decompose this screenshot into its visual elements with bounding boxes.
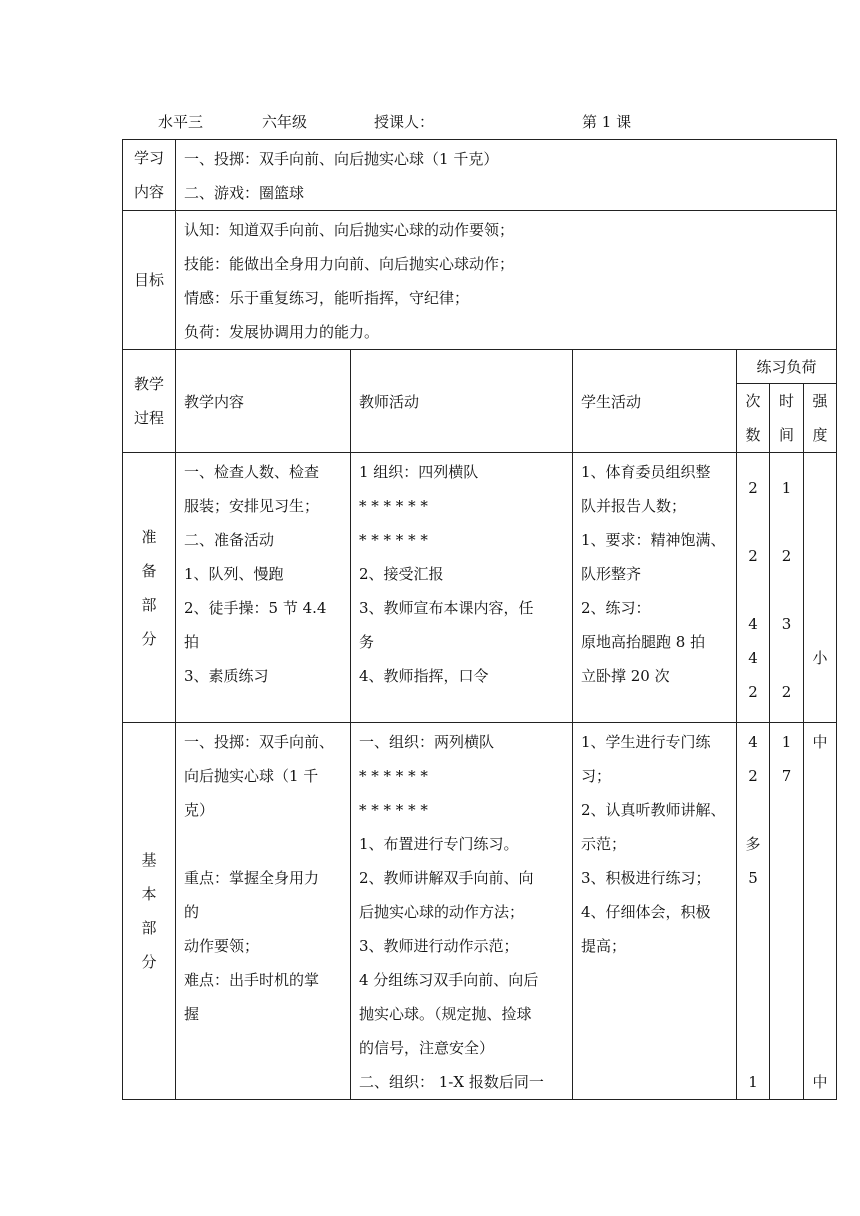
basic-content: 一、投掷：双手向前、 向后抛实心球（1 千 克） 重点：掌握全身用力 的 动作要领； 难点：出手时机的掌 握 xyxy=(176,723,351,1100)
level-text: 水平三 xyxy=(158,113,204,131)
prep-student-activity: 1、体育委员组织整 队并报告人数； 1、要求：精神饱满、 队形整齐 2、练习： 原地高抬腿跑 8 拍 立卧撑 20 次 xyxy=(573,453,737,723)
table-header-row xyxy=(123,350,837,384)
times-header: 次 数 xyxy=(737,384,770,453)
basic-student-activity: 1、学生进行专门练 习； 2、认真听教师讲解、 示范； 3、积极进行练习； 4、仔细体会，积极 提高； xyxy=(573,723,737,1100)
basic-intensity: 中 中 xyxy=(804,723,837,1100)
prep-label: 准 备 部 分 xyxy=(123,453,176,723)
grade-text: 六年级 xyxy=(262,113,308,131)
basic-row xyxy=(123,723,837,1100)
prep-time: 1 2 3 2 xyxy=(770,453,804,723)
goals-row xyxy=(123,211,837,350)
basic-teacher-activity: 一、组织：两列横队 * * * * * * * * * * * * 1、布置进行专门练习。 2、教师讲解双手向前、向 后抛实心球的动作方法； 3、教师进行动作示范； 4 分组练习双手向前、向后 抛实心球。（规定抛、捡球 的信号，注意安全） 二、组织： 1-X 报数后同一 xyxy=(351,723,573,1100)
teacher-label: 授课人： xyxy=(374,113,435,131)
process-header: 教学 过程 xyxy=(123,350,176,453)
goals-label: 目标 xyxy=(123,211,176,350)
prep-row xyxy=(123,453,837,723)
lesson-header xyxy=(0,110,860,134)
goals-text: 认知：知道双手向前、向后抛实心球的动作要领； 技能：能做出全身用力向前、向后抛实心球动作； 情感：乐于重复练习，能听指挥，守纪律； 负荷：发展协调用力的能力。 xyxy=(176,211,837,350)
content-label: 学习 内容 xyxy=(123,140,176,211)
lesson-number: 第 1 课 xyxy=(582,113,632,131)
basic-times: 4 2 多 5 1 xyxy=(737,723,770,1100)
time-header: 时 间 xyxy=(770,384,804,453)
teaching-content-header: 教学内容 xyxy=(176,350,351,453)
prep-content: 一、检查人数、检查 服装；安排见习生； 二、准备活动 1、队列、慢跑 2、徒手操：5 节 4.4 拍 3、素质练习 xyxy=(176,453,351,723)
content-text: 一、投掷：双手向前、向后抛实心球（1 千克） 二、游戏：圈篮球 xyxy=(176,140,837,211)
prep-times: 2 2 4 4 2 xyxy=(737,453,770,723)
lesson-plan-table xyxy=(122,139,837,1100)
intensity-header: 强 度 xyxy=(804,384,837,453)
load-header: 练习负荷 xyxy=(737,350,837,384)
basic-label: 基 本 部 分 xyxy=(123,723,176,1100)
student-activity-header: 学生活动 xyxy=(573,350,737,453)
prep-intensity: 小 xyxy=(804,453,837,723)
content-row xyxy=(123,140,837,211)
teacher-activity-header: 教师活动 xyxy=(351,350,573,453)
basic-time: 1 7 xyxy=(770,723,804,1100)
prep-teacher-activity: 1 组织：四列横队 * * * * * * * * * * * * 2、接受汇报 3、教师宣布本课内容，任 务 4、教师指挥，口令 xyxy=(351,453,573,723)
